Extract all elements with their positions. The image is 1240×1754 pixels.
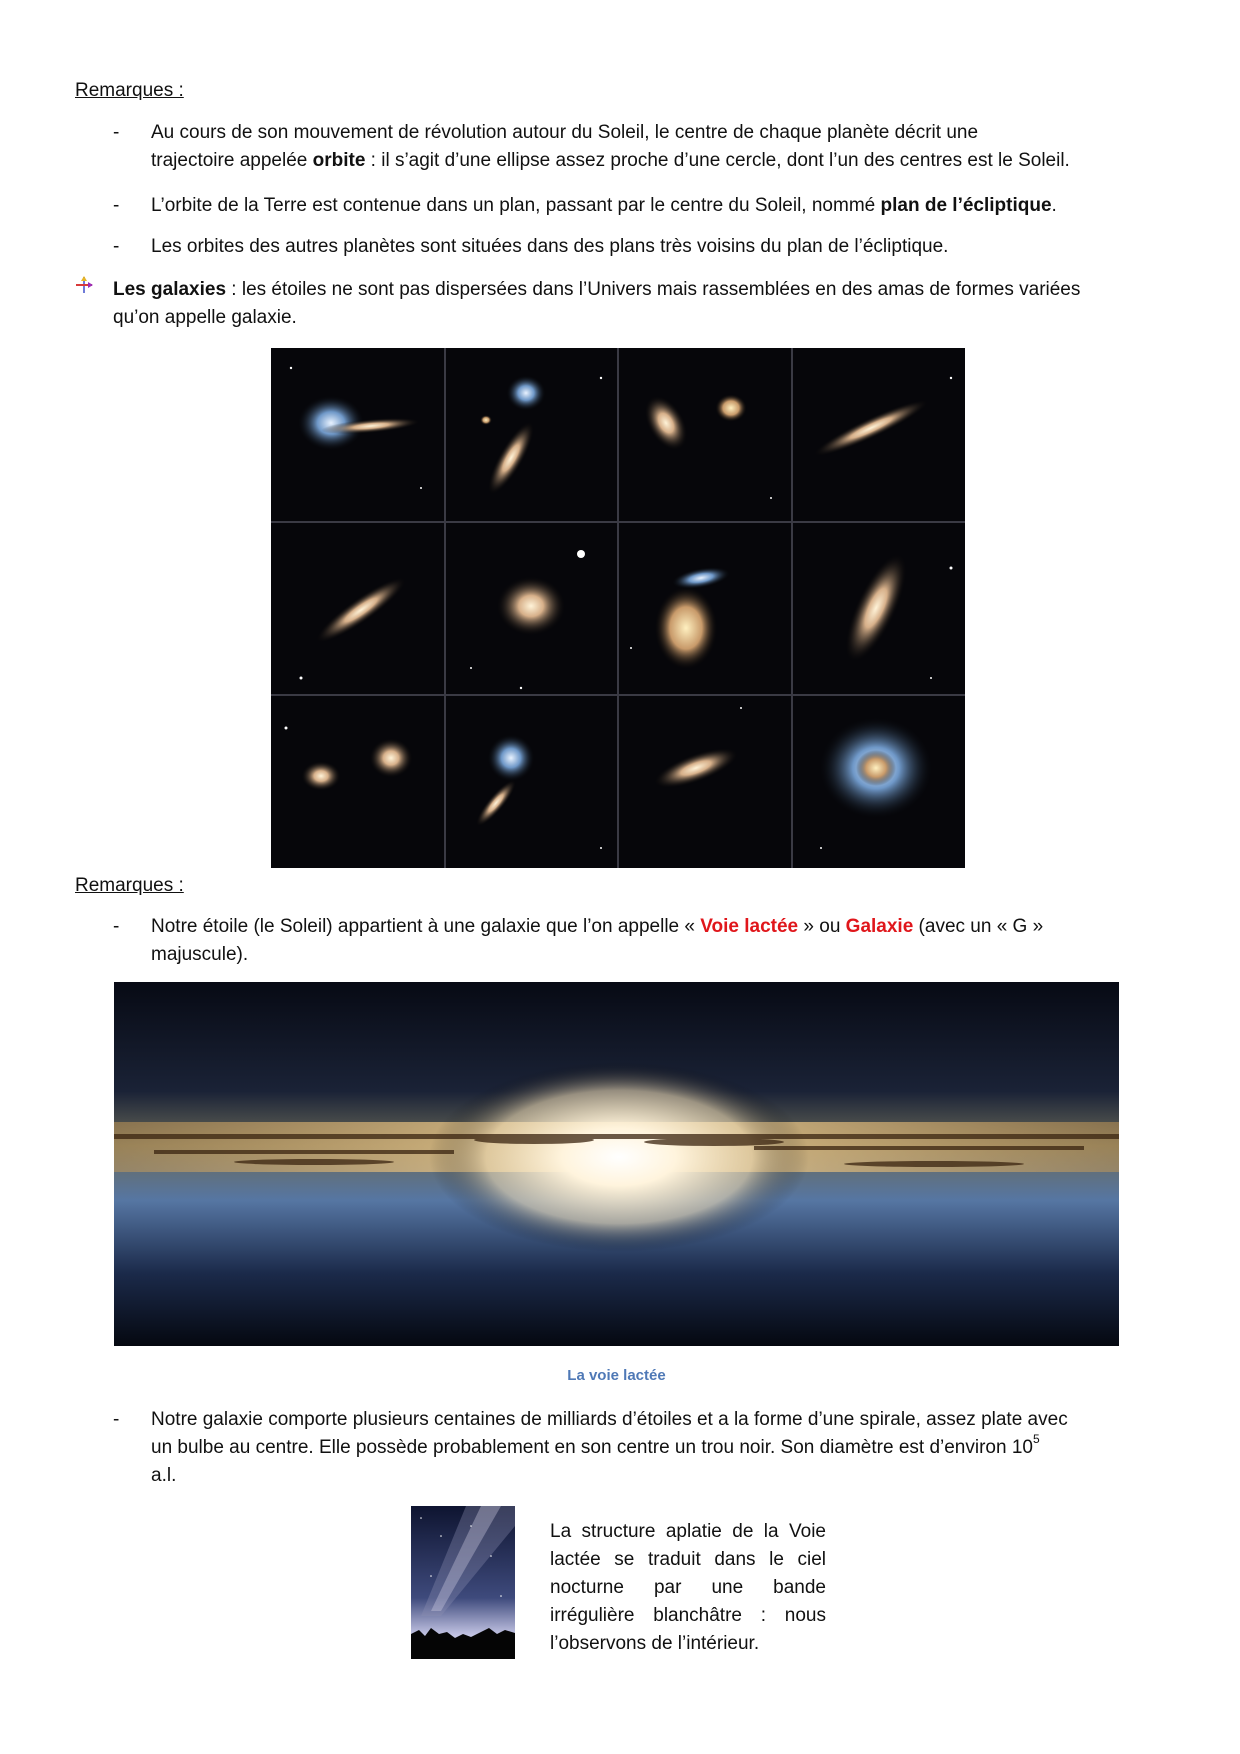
list-dash: - — [113, 122, 120, 143]
term-plan-ecliptique: plan de l’écliptique — [880, 195, 1052, 216]
galaxies-line1: Les galaxies : les étoiles ne sont pas dispersées dans l’Univers mais rassemblées en des amas de formes variées — [113, 279, 1081, 300]
sky-text-block — [550, 1518, 826, 1658]
galaxy-collage-image — [271, 348, 965, 868]
remark-ecliptic: L’orbite de la Terre est contenue dans un plan, passant par le centre du Soleil, nommé plan de l’écliptique. — [151, 195, 1057, 216]
galaxies-line2: qu’on appelle galaxie. — [113, 307, 297, 328]
list-dash: - — [113, 1409, 120, 1430]
remark-orbit-line1: Au cours de son mouvement de révolution autour du Soleil, le centre de chaque planète décrit une — [151, 122, 979, 143]
milky-way-panorama-image — [114, 982, 1119, 1346]
exponent: 5 — [1032, 1431, 1040, 1446]
term-orbite: orbite — [312, 150, 366, 171]
remarks-title: Remarques : — [75, 875, 184, 896]
sky-text-line: La structure aplatie de la Voie — [550, 1521, 826, 1542]
term-galaxies: Les galaxies — [113, 279, 227, 300]
arrow-bullet-icon — [75, 276, 93, 294]
sky-text-line: l’observons de l’intérieur. — [550, 1633, 760, 1654]
remark-orbit-line2: trajectoire appelée orbite : il s’agit d’une ellipse assez proche d’une cercle, dont l’un des centres est le Soleil. — [151, 150, 1070, 171]
remarks-title: Remarques : — [75, 80, 184, 101]
term-galaxie: Galaxie — [845, 916, 914, 937]
remark-voie-lactee-line2: majuscule). — [151, 944, 249, 965]
remark-structure-line2: un bulbe au centre. Elle possède probablement en son centre un trou noir. Son diamètre est d’environ $10^5$ — [151, 1431, 1040, 1458]
remark-voie-lactee-line1: Notre étoile (le Soleil) appartient à une galaxie que l’on appelle « Voie lactée » ou Galaxie (avec un « G » — [151, 916, 1044, 937]
night-sky-photo — [411, 1506, 515, 1659]
list-dash: - — [113, 236, 120, 257]
sky-text-line: irrégulière blanchâtre : nous — [550, 1605, 826, 1626]
remark-structure-line1: Notre galaxie comporte plusieurs centaines de milliards d’étoiles et a la forme d’une spirale, assez plate avec — [151, 1409, 1068, 1430]
list-dash: - — [113, 195, 120, 216]
list-dash: - — [113, 916, 120, 937]
milky-way-caption: La voie lactée — [567, 1367, 666, 1384]
sky-text-line: nocturne par une bande — [550, 1577, 826, 1598]
term-voie-lactee: Voie lactée — [700, 916, 799, 937]
remark-other-orbits: Les orbites des autres planètes sont situées dans des plans très voisins du plan de l’écliptique. — [151, 236, 949, 257]
sky-text-line: lactée se traduit dans le ciel — [550, 1549, 826, 1570]
remark-structure-line3: a.l. — [151, 1465, 177, 1486]
